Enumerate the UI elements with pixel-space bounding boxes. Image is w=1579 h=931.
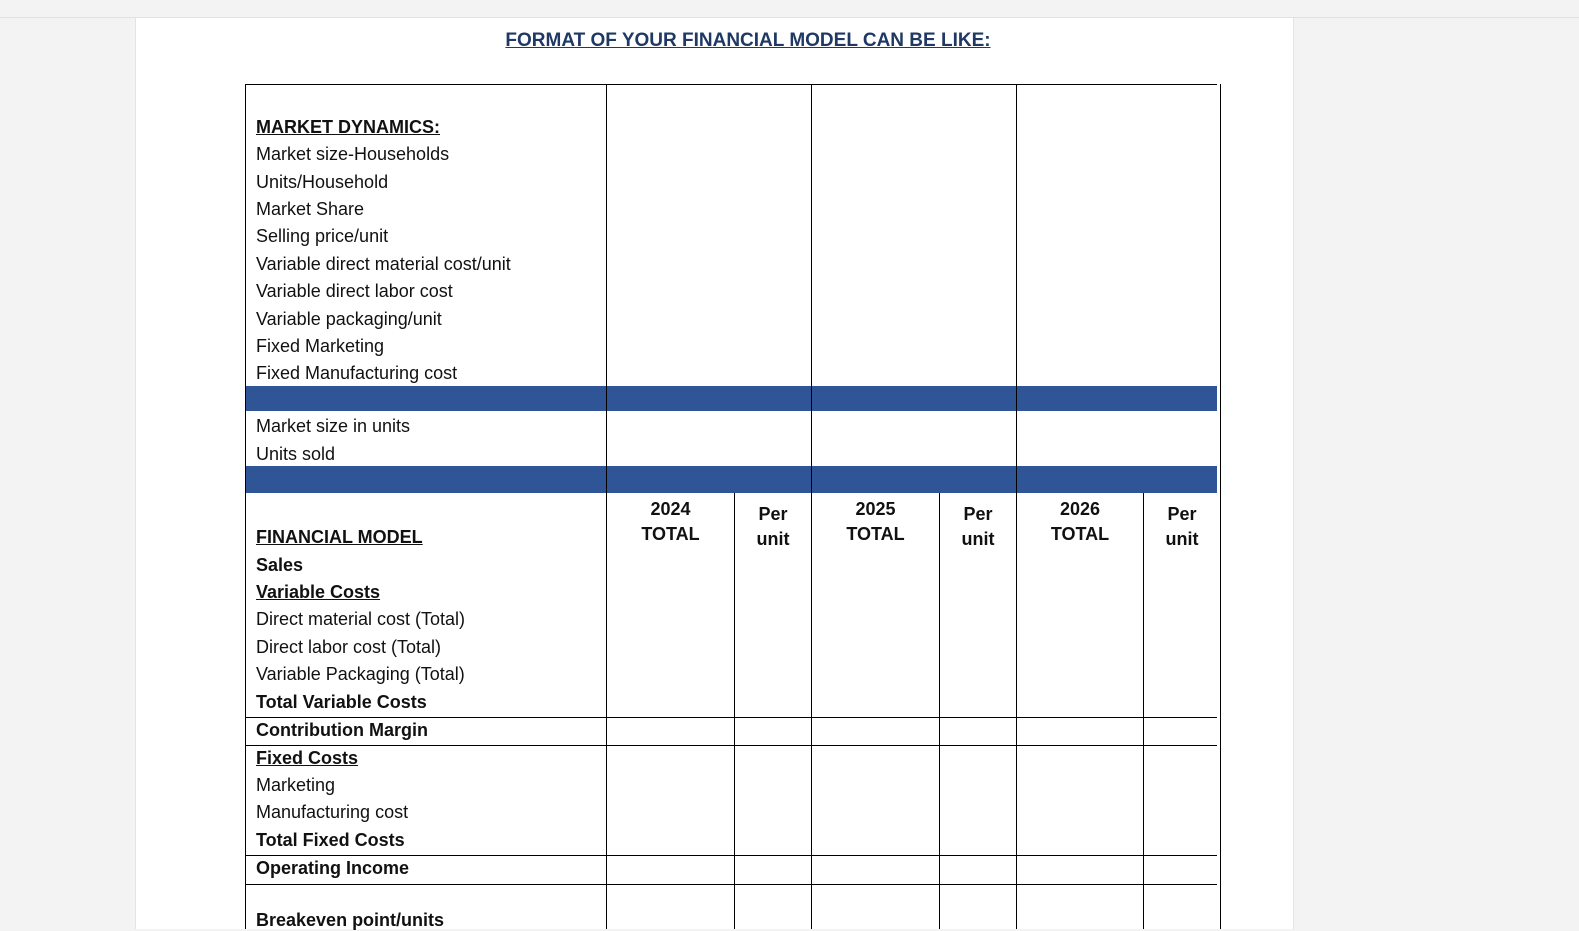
list-item: Selling price/unit <box>256 226 389 246</box>
fixed-costs-heading: Fixed Costs <box>256 748 359 768</box>
header-per: Per <box>963 504 993 524</box>
row-divider <box>246 717 1217 718</box>
list-item: Marketing <box>256 775 336 795</box>
financial-model-heading: FINANCIAL MODEL <box>256 527 423 547</box>
list-item: Direct labor cost (Total) <box>256 637 442 657</box>
row-divider <box>246 884 1217 885</box>
list-item: Variable Packaging (Total) <box>256 664 465 684</box>
header-total: TOTAL <box>641 524 700 544</box>
list-item: Units sold <box>256 444 336 464</box>
column-header-2024 <box>607 497 734 547</box>
column-header-per-unit <box>735 502 811 552</box>
list-item: Market Share <box>256 199 365 219</box>
col-divider <box>939 493 940 929</box>
header-per: Per <box>1167 504 1197 524</box>
column-header-2025 <box>812 497 939 547</box>
column-header-per-unit <box>1144 502 1220 552</box>
operating-income-label: Operating Income <box>256 858 410 878</box>
market-dynamics-heading: MARKET DYNAMICS: <box>256 117 440 137</box>
total-fixed-costs-label: Total Fixed Costs <box>256 830 405 850</box>
header-total: TOTAL <box>1050 524 1110 544</box>
list-item: Market size-Households <box>256 144 450 164</box>
breakeven-label: Breakeven point/units <box>256 910 445 930</box>
list-item: Variable direct labor cost <box>256 281 453 301</box>
list-item: Fixed Marketing <box>256 336 385 356</box>
header-year: 2024 <box>650 499 691 519</box>
header-year: 2025 <box>855 499 896 519</box>
col-divider <box>734 493 735 929</box>
list-item: Variable direct material cost/unit <box>256 254 511 274</box>
column-header-2026 <box>1017 497 1143 547</box>
header-unit: unit <box>756 529 790 549</box>
document-title: FORMAT OF YOUR FINANCIAL MODEL CAN BE LIKE: <box>505 30 991 51</box>
header-unit: unit <box>1165 529 1199 549</box>
column-header-per-unit <box>940 502 1016 552</box>
list-item: Manufacturing cost <box>256 802 409 822</box>
variable-costs-heading: Variable Costs <box>256 582 381 602</box>
separator-band <box>246 466 1217 493</box>
row-divider <box>246 745 1217 746</box>
separator-band <box>246 386 1217 411</box>
sales-label: Sales <box>256 555 304 575</box>
list-item: Variable packaging/unit <box>256 309 442 329</box>
header-year: 2026 <box>1059 499 1101 519</box>
col-divider <box>245 84 246 929</box>
header-per: Per <box>758 504 788 524</box>
row-divider <box>246 855 1217 856</box>
list-item: Market size in units <box>256 416 411 436</box>
table-border-top <box>246 84 1217 85</box>
header-unit: unit <box>961 529 995 549</box>
contribution-margin-label: Contribution Margin <box>256 720 428 740</box>
total-variable-costs-label: Total Variable Costs <box>256 692 427 712</box>
col-divider <box>1143 493 1144 929</box>
header-total: TOTAL <box>846 524 905 544</box>
list-item: Direct material cost (Total) <box>256 609 466 629</box>
list-item: Fixed Manufacturing cost <box>256 363 458 383</box>
list-item: Units/Household <box>256 172 389 192</box>
col-divider <box>1220 84 1221 929</box>
